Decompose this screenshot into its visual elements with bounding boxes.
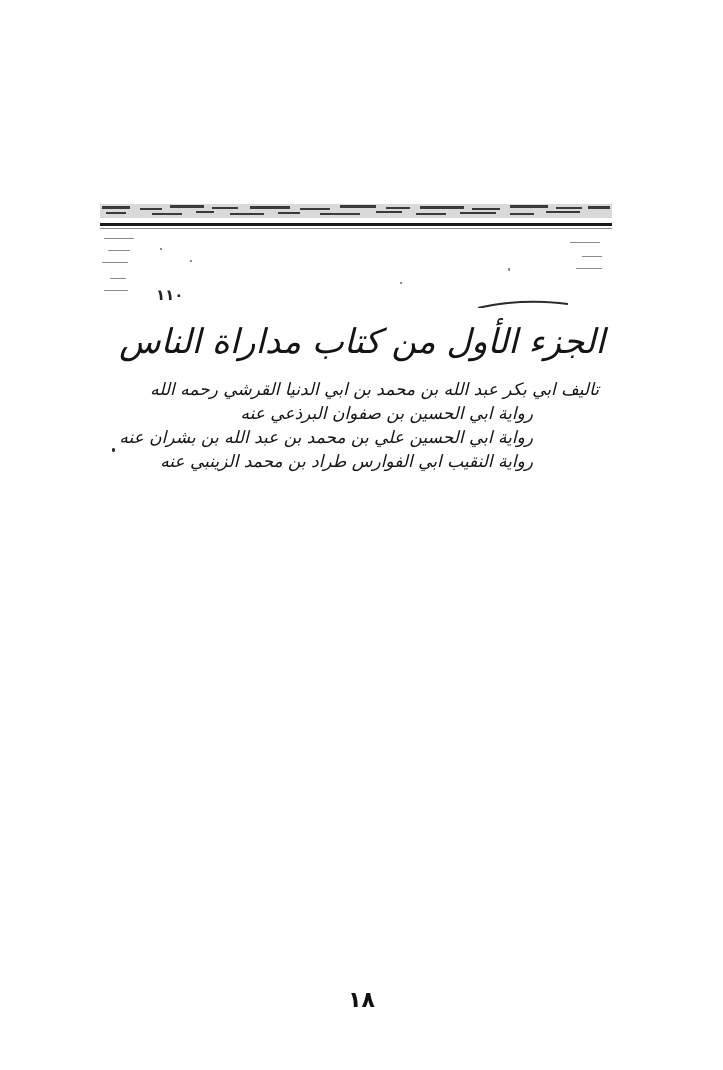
page-number: ١٨ [348, 988, 375, 1013]
manuscript-line: رواية النقيب ابي الفوارس طراد بن محمد الزينبي عنه [160, 452, 533, 472]
manuscript-title: الجزء الأول من كتاب مداراة الناس [119, 322, 605, 362]
manuscript-line: رواية ابي الحسين علي بن محمد بن عبد الله بن بشران عنه [119, 428, 533, 448]
manuscript-line: تاليف ابي بكر عبد الله بن محمد بن ابي الدنيا القرشي رحمه الله [150, 380, 599, 400]
manuscript-line: رواية ابي الحسين بن صفوان البرذعي عنه [240, 404, 533, 424]
manuscript-text-block [119, 318, 605, 474]
margin-mark [112, 448, 115, 452]
folio-number: ١١٠ [156, 286, 184, 304]
